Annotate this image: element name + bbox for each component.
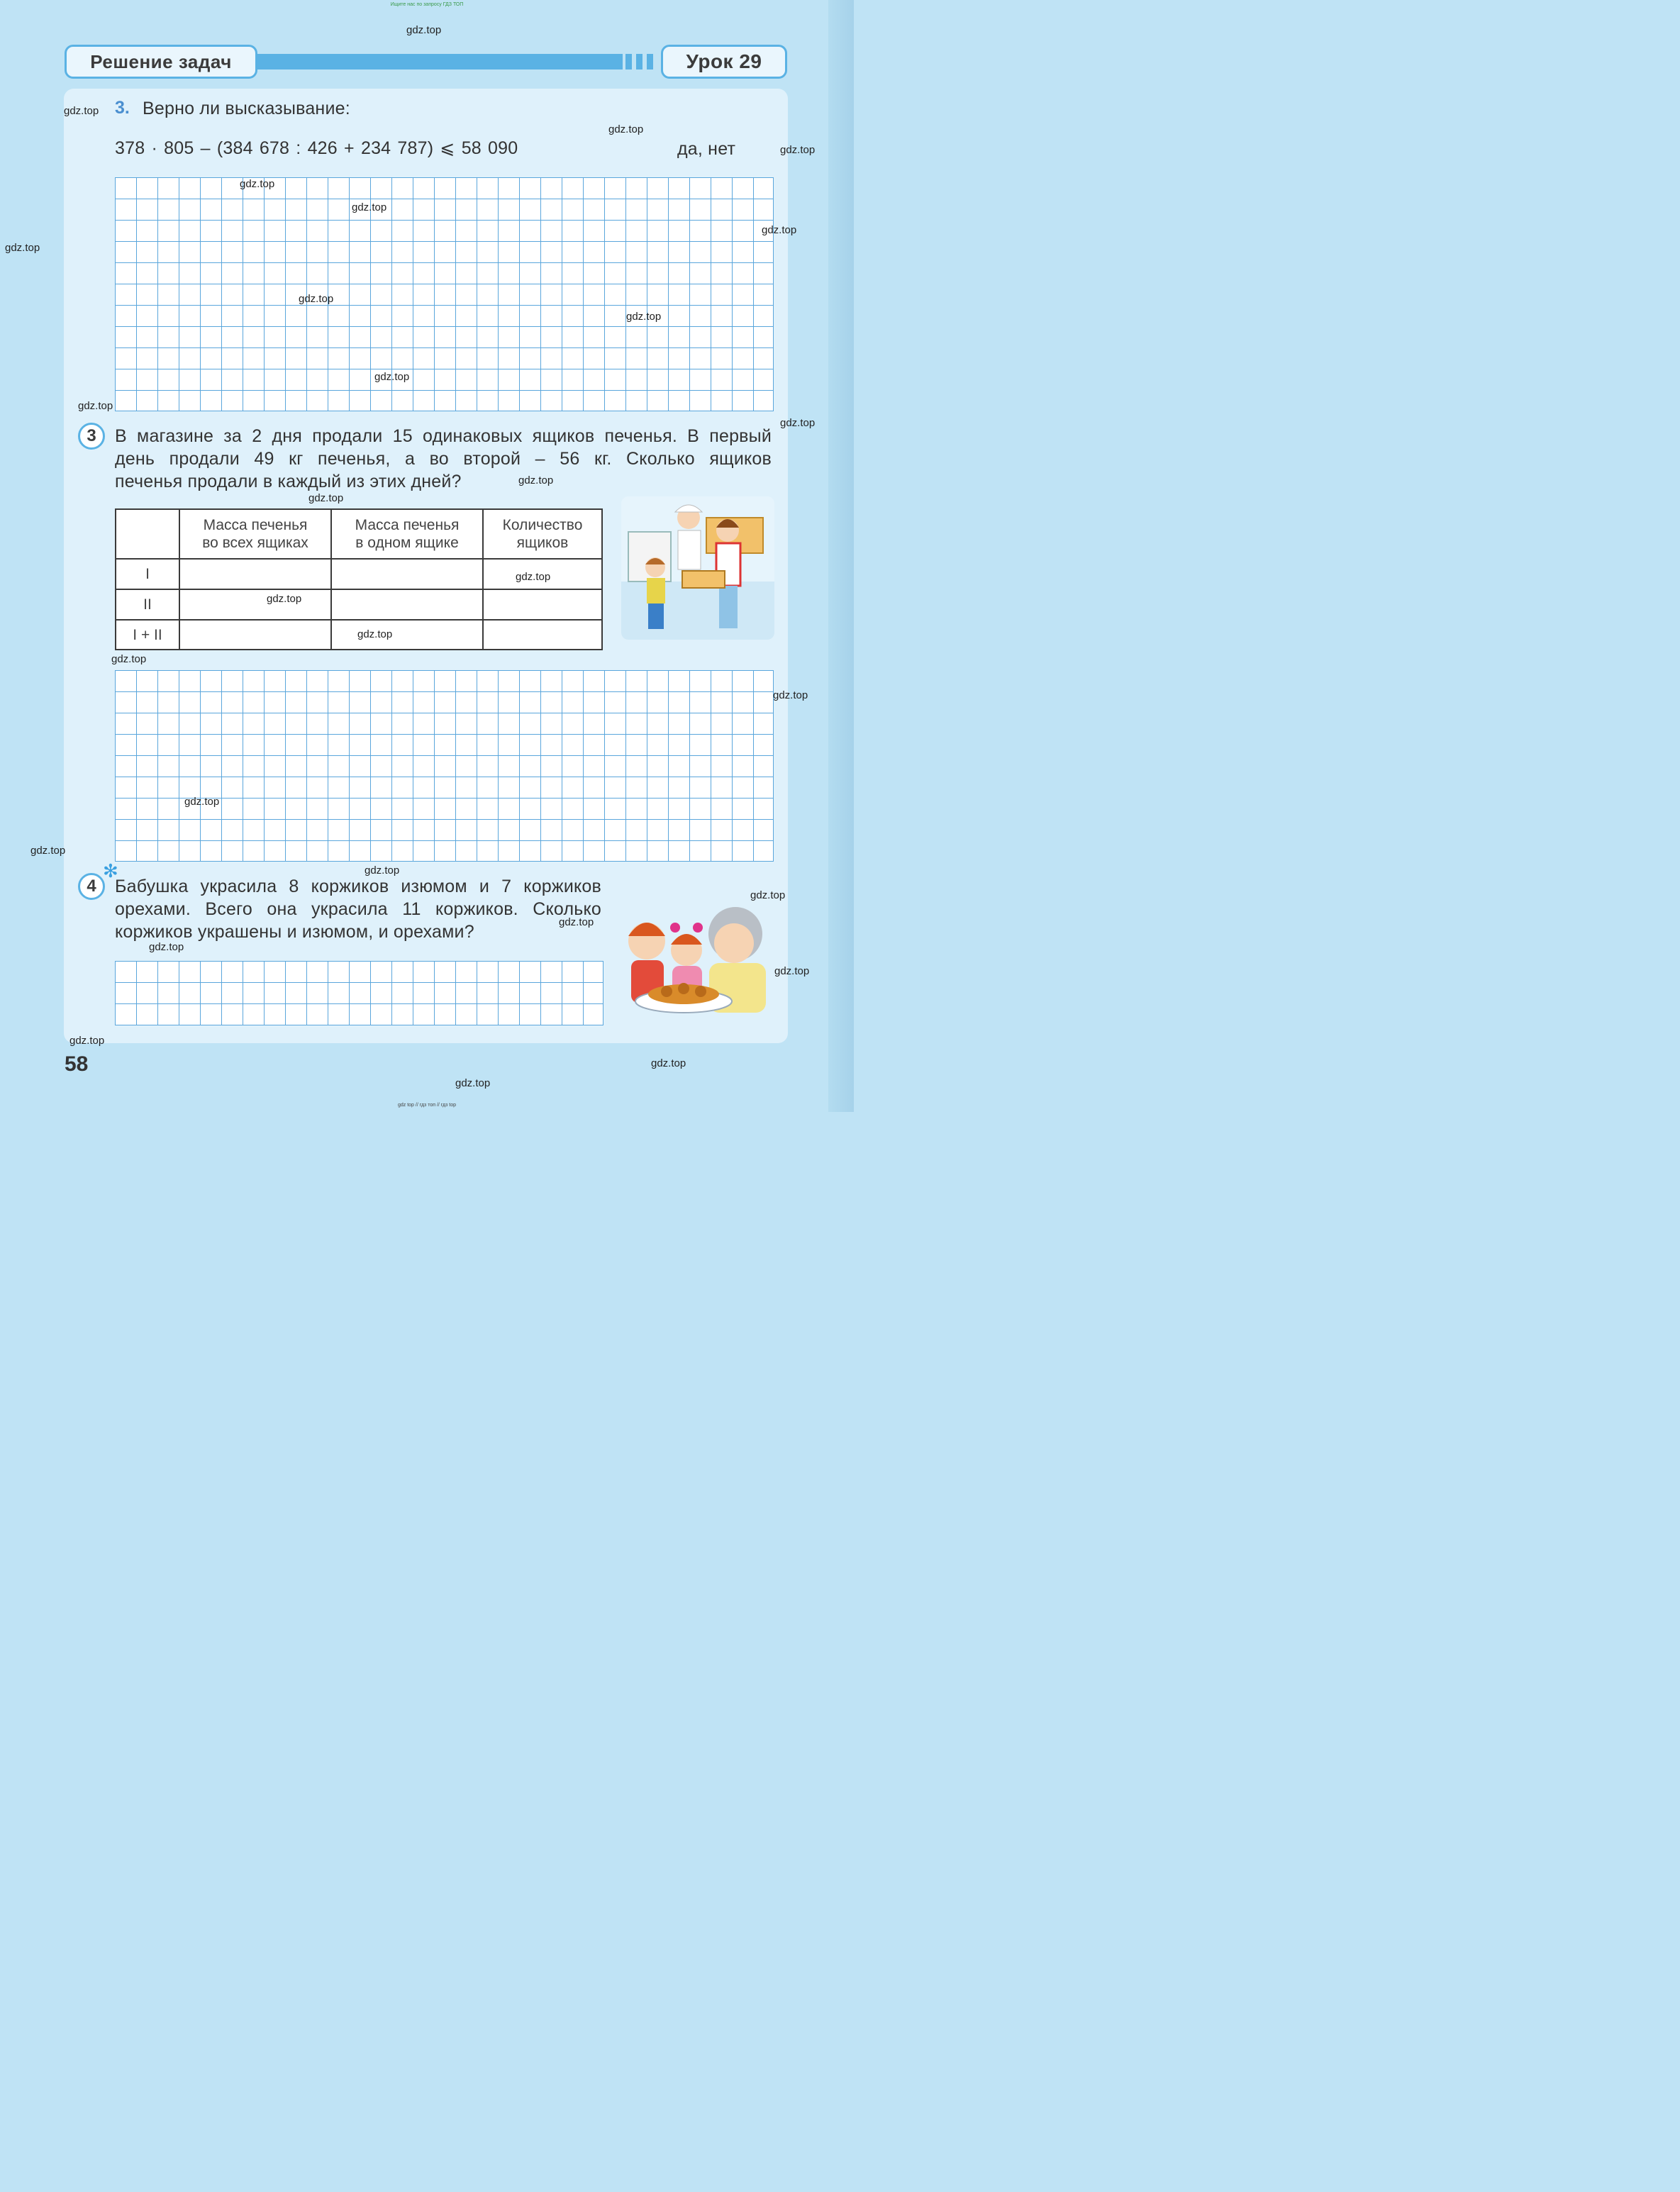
task-a-expression: 378 · 805 – (384 678 : 426 + 234 787) ⩽ 58 090 xyxy=(115,138,518,158)
row-label: I + II xyxy=(116,620,179,650)
task-a-question: Верно ли высказывание: xyxy=(143,99,350,118)
row-label: I xyxy=(116,559,179,589)
watermark: gdz.top xyxy=(626,311,662,323)
watermark: gdz.top xyxy=(608,123,644,135)
watermark: gdz.top xyxy=(651,1057,686,1069)
watermark: gdz.top xyxy=(455,1077,491,1089)
header-stripe xyxy=(636,54,642,69)
watermark: gdz.top xyxy=(516,571,551,583)
table-cell[interactable] xyxy=(179,620,331,650)
site-note-top: Ищите нас по запросу ГДЗ ТОП xyxy=(390,2,464,7)
table-header-row xyxy=(116,509,602,559)
grandma-illustration xyxy=(618,895,776,1027)
task-b-line-2: день продали 49 кг печенья, а во второй – 56 кг. Сколько ящиков xyxy=(115,449,772,469)
watermark: gdz.top xyxy=(780,417,816,429)
watermark: gdz.top xyxy=(111,653,147,665)
shop-illustration xyxy=(621,496,774,640)
watermark: gdz.top xyxy=(184,796,220,808)
table-cell[interactable] xyxy=(179,559,331,589)
table-cell[interactable] xyxy=(483,589,602,620)
task-c-number: 4 xyxy=(78,873,105,900)
watermark: gdz.top xyxy=(78,400,113,412)
watermark: gdz.top xyxy=(240,178,275,190)
watermark: gdz.top xyxy=(780,144,816,156)
table-cell[interactable] xyxy=(179,589,331,620)
watermark: gdz.top xyxy=(267,593,302,605)
task-c-line-2: орехами. Всего она украсила 11 коржиков. Сколько xyxy=(115,899,601,919)
watermark: gdz.top xyxy=(299,293,334,305)
task-a-answer-options[interactable]: да, нет xyxy=(677,139,736,159)
watermark: gdz.top xyxy=(352,201,387,213)
table-cell[interactable] xyxy=(331,559,483,589)
page-number: 58 xyxy=(65,1052,89,1076)
watermark: gdz.top xyxy=(365,864,400,877)
table-cell[interactable] xyxy=(331,620,483,650)
task-b-number: 3 xyxy=(78,423,105,450)
lesson-label: Урок 29 xyxy=(661,45,787,79)
table-cell[interactable] xyxy=(331,589,483,620)
task-c-line-1: Бабушка украсила 8 коржиков изюмом и 7 коржиков xyxy=(115,877,601,896)
answer-grid-1[interactable] xyxy=(115,177,774,411)
page-edge xyxy=(828,0,854,1112)
watermark: gdz.top xyxy=(750,889,786,901)
header-stripe xyxy=(625,54,632,69)
table-header-cell: Масса печенья в одном ящике xyxy=(331,509,483,559)
task-c-line-3: коржиков украшены и изюмом, и орехами? xyxy=(115,922,474,942)
watermark: gdz.top xyxy=(149,941,184,953)
watermark: gdz.top xyxy=(357,628,393,640)
watermark: gdz.top xyxy=(374,371,410,383)
watermark: gdz.top xyxy=(518,474,554,486)
watermark: gdz.top xyxy=(64,105,99,117)
site-note-bottom: gdz top // гдз топ // гдз top xyxy=(397,1103,457,1108)
answer-grid-3[interactable] xyxy=(115,961,603,1025)
table-header-empty xyxy=(116,509,179,559)
watermark: gdz.top xyxy=(69,1035,105,1047)
watermark: gdz.top xyxy=(406,24,442,36)
table-cell[interactable] xyxy=(483,620,602,650)
table-header-cell: Масса печенья во всех ящиках xyxy=(179,509,331,559)
watermark: gdz.top xyxy=(559,916,594,928)
watermark: gdz.top xyxy=(774,965,810,977)
table-row xyxy=(116,589,602,620)
watermark: gdz.top xyxy=(773,689,808,701)
asterisk-icon: ✻ xyxy=(103,860,118,881)
task-b-line-1: В магазине за 2 дня продали 15 одинаковых ящиков печенья. В первый xyxy=(115,426,772,446)
answer-grid-2[interactable] xyxy=(115,670,774,862)
row-label: II xyxy=(116,589,179,620)
watermark: gdz.top xyxy=(762,224,797,236)
header-bar xyxy=(252,54,623,69)
task-a-number: 3. xyxy=(115,98,130,118)
section-title: Решение задач xyxy=(65,45,257,79)
watermark: gdz.top xyxy=(5,242,40,254)
header-stripe xyxy=(647,54,653,69)
watermark: gdz.top xyxy=(308,492,344,504)
table-header-cell: Количество ящиков xyxy=(483,509,602,559)
watermark: gdz.top xyxy=(30,845,66,857)
task-b-line-3: печенья продали в каждый из этих дней? xyxy=(115,472,462,491)
